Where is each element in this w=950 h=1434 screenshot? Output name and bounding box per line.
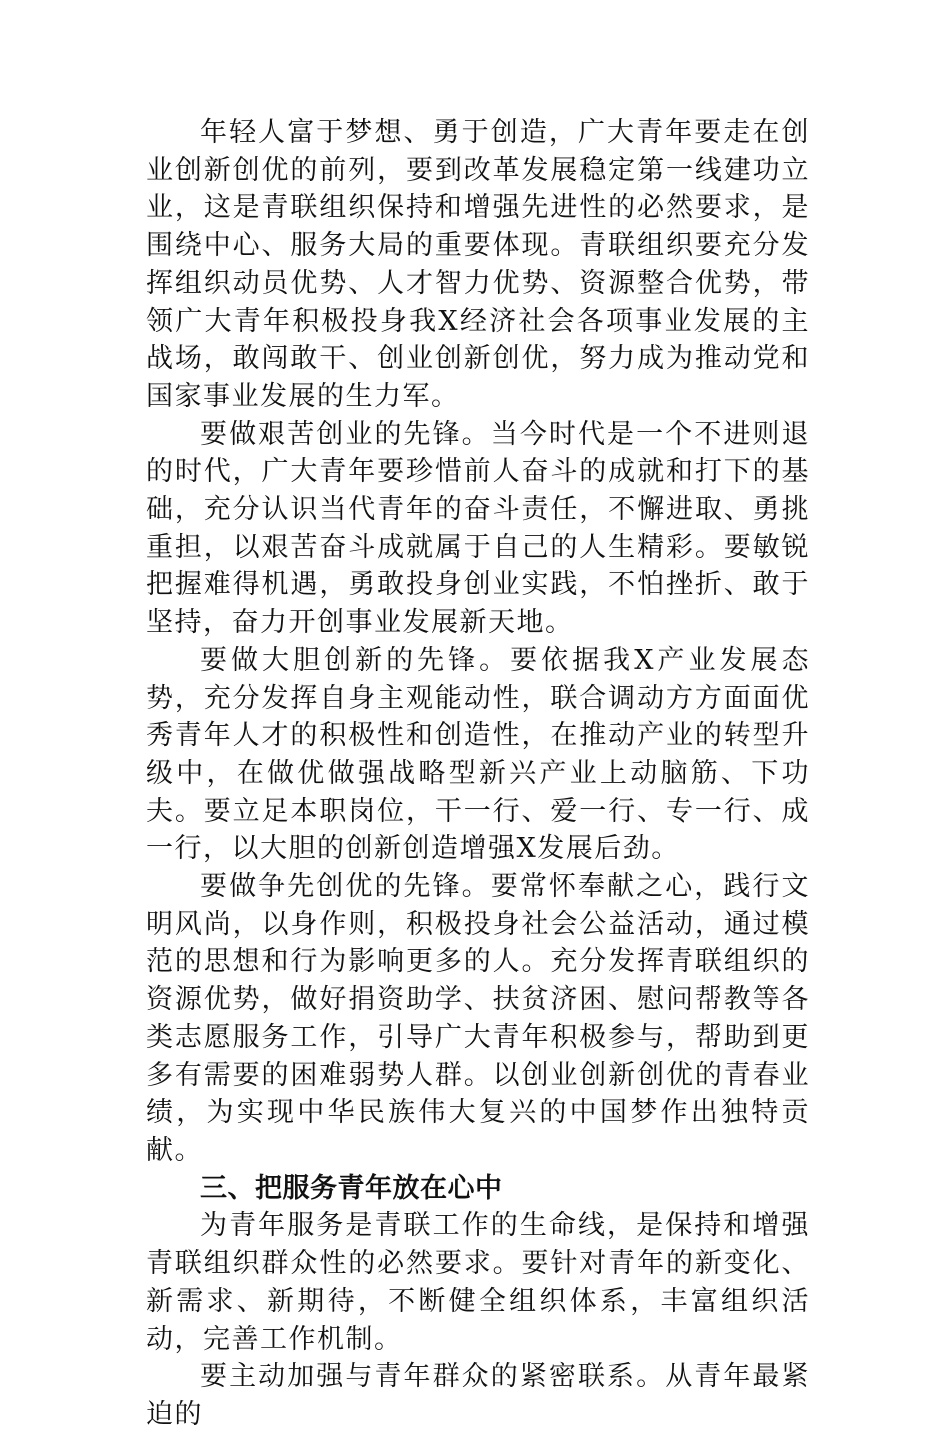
paragraph-hard-work-pioneer: 要做艰苦创业的先锋。当今时代是一个不进则退的时代，广大青年要珍惜前人奋斗的成就和打下的基础，充分认识当代青年的奋斗责任，不懈进取、勇挑重担，以艰苦奋斗成就属于自己的人生精彩。要敏锐把握难得机遇，勇敢投身创业实践，不怕挫折、敢于坚持，奋力开创事业发展新天地。: [146, 418, 810, 639]
paragraph-close-contact: 要主动加强与青年群众的紧密联系。从青年最紧迫的: [146, 1361, 810, 1430]
paragraph-youth-innovation: 年轻人富于梦想、勇于创造，广大青年要走在创业创新创优的前列，要到改革发展稳定第一线建功立业，这是青联组织保持和增强先进性的必然要求，是围绕中心、服务大局的重要体现。青联组织要充分发挥组织动员优势、人才智力优势、资源整合优势，带领广大青年积极投身我X经济社会各项事业发展的主战场，敢闯敢干、创业创新创优，努力成为推动党和国家事业发展的生力军。: [146, 117, 810, 412]
section-heading: 三、把服务青年放在心中: [200, 1172, 503, 1204]
document-body: [146, 114, 810, 1434]
paragraph-excellence-pioneer: 要做争先创优的先锋。要常怀奉献之心，践行文明风尚，以身作则，积极投身社会公益活动，通过模范的思想和行为影响更多的人。充分发挥青联组织的资源优势，做好捐资助学、扶贫济困、慰问帮教等各类志愿服务工作，引导广大青年积极参与，帮助到更多有需要的困难弱势人群。以创业创新创优的青春业绩，为实现中华民族伟大复兴的中国梦作出独特贡献。: [146, 871, 810, 1166]
paragraph-serving-youth: 为青年服务是青联工作的生命线，是保持和增强青联组织群众性的必然要求。要针对青年的新变化、新需求、新期待，不断健全组织体系，丰富组织活动，完善工作机制。: [146, 1210, 810, 1355]
paragraph-bold-innovation-pioneer: 要做大胆创新的先锋。要依据我X产业发展态势，充分发挥自身主观能动性，联合调动方方面面优秀青年人才的积极性和创造性，在推动产业的转型升级中，在做优做强战略型新兴产业上动脑筋、下功夫。要立足本职岗位，干一行、爱一行、专一行、成一行，以大胆的创新创造增强X发展后劲。: [146, 644, 810, 865]
